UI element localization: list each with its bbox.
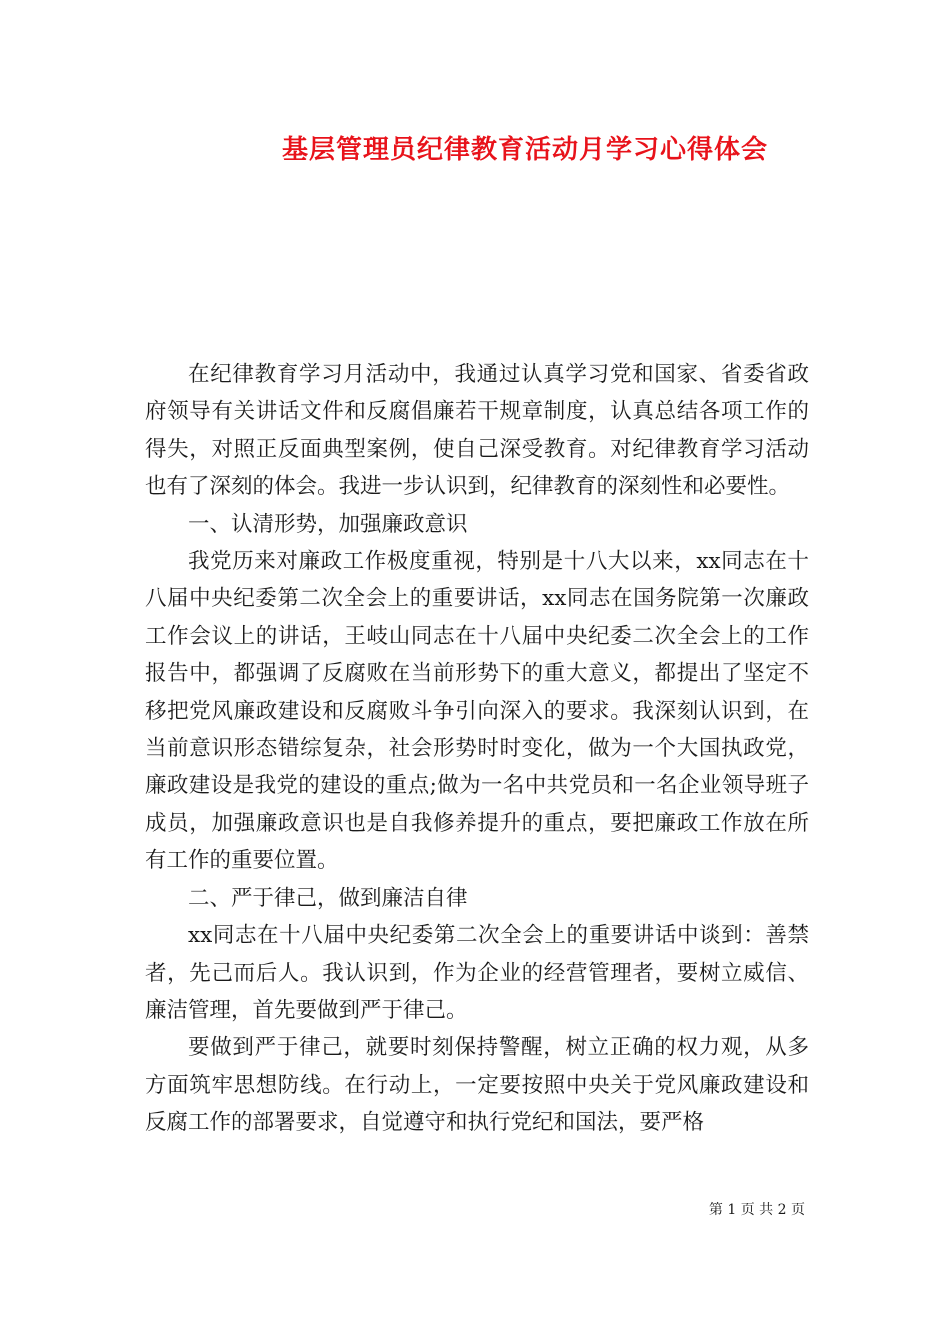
page-number-footer: 第 1 页 共 2 页: [708, 1202, 805, 1218]
section-heading-2: 二、严于律己，做到廉洁自律: [188, 885, 468, 911]
section-1-paragraph: 我党历来对廉政工作极度重视，特别是十八大以来，xx同志在十八届中央纪委第二次全会上的重要讲话，xx同志在国务院第一次廉政工作会议上的讲话，王岐山同志在十八届中央纪委二次全会上的工作报告中，都强调了反腐败在当前形势下的重大意义，都提出了坚定不移把党风廉政建设和反腐败斗争引向深入的要求。我深刻认识到，在当前意识形态错综复杂，社会形势时时变化，做为一个大国执政党，廉政建设是我党的建设的重点;做为一名中共党员和一名企业领导班子成员，加强廉政意识也是自我修养提升的重点，要把廉政工作放在所有工作的重要位置。: [145, 549, 809, 874]
document-body: [145, 356, 809, 1142]
intro-paragraph: 在纪律教育学习月活动中，我通过认真学习党和国家、省委省政府领导有关讲话文件和反腐倡廉若干规章制度，认真总结各项工作的得失，对照正反面典型案例，使自己深受教育。对纪律教育学习活动也有了深刻的体会。我进一步认识到，纪律教育的深刻性和必要性。: [145, 362, 809, 500]
section-2-paragraph-2: 要做到严于律己，就要时刻保持警醒，树立正确的权力观，从多方面筑牢思想防线。在行动上，一定要按照中央关于党风廉政建设和反腐工作的部署要求，自觉遵守和执行党纪和国法，要严格: [145, 1035, 809, 1136]
section-2-paragraph-1: xx同志在十八届中央纪委第二次全会上的重要讲话中谈到：善禁者，先己而后人。我认识到，作为企业的经营管理者，要树立威信、廉洁管理，首先要做到严于律己。: [145, 923, 809, 1023]
section-heading-1: 一、认清形势，加强廉政意识: [188, 511, 468, 537]
document-title: 基层管理员纪律教育活动月学习心得体会: [281, 135, 768, 165]
